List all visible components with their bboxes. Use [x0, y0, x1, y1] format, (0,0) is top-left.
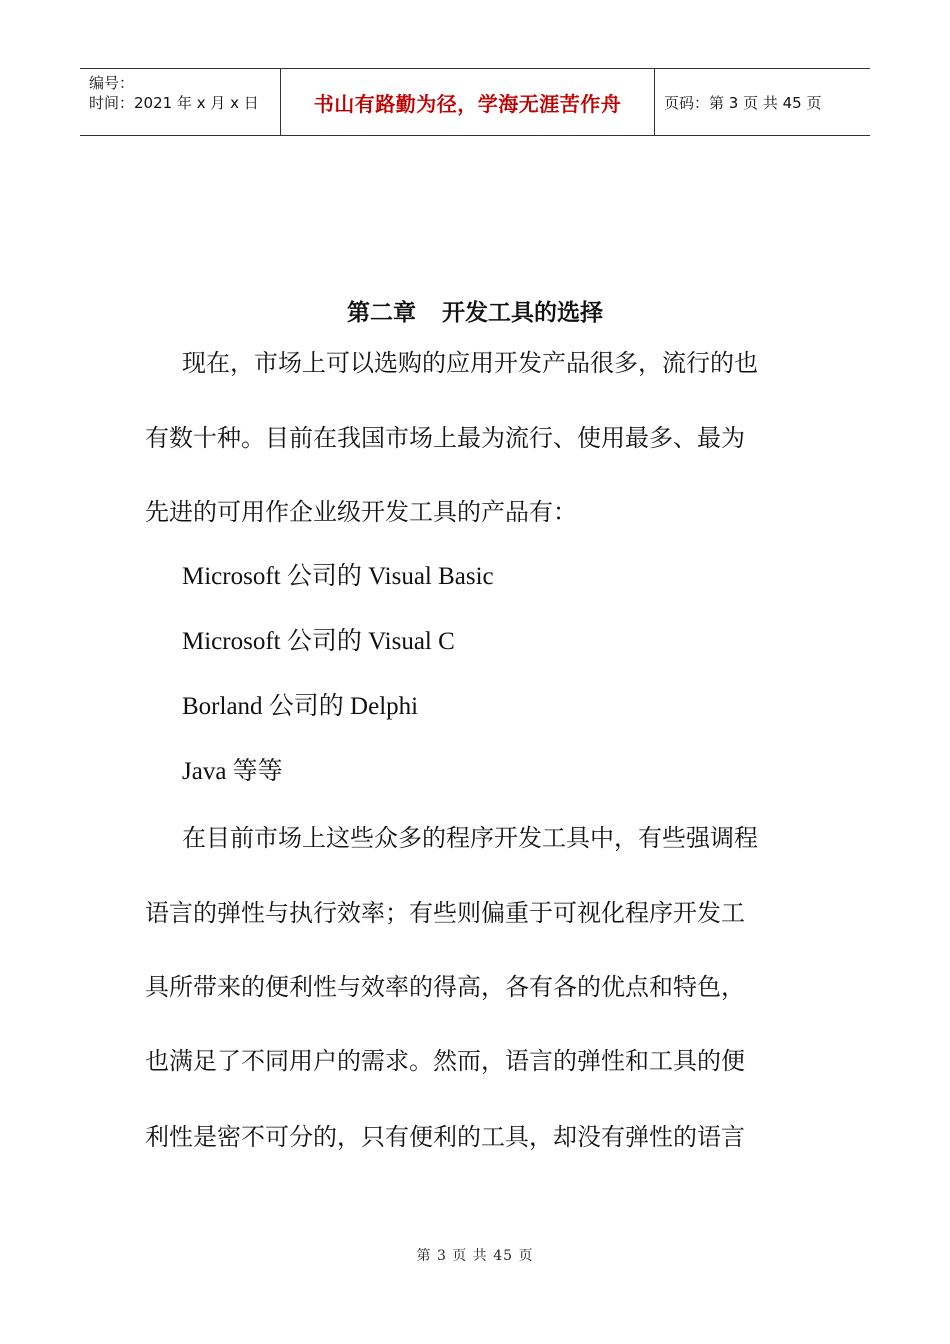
page-footer: 第 3 页 共 45 页: [416, 1248, 534, 1264]
tool-list-item: Java 等等: [182, 758, 283, 785]
tool-list-item: Borland 公司的 Delphi: [182, 693, 419, 720]
document-header: [80, 68, 870, 136]
serial-number-label: 编号：: [89, 74, 135, 92]
chapter-name: 开发工具的选择: [442, 300, 603, 326]
header-motto: 书山有路勤为径，学海无涯苦作舟: [281, 69, 655, 135]
chapter-number: 第二章: [347, 300, 416, 326]
body-line: 具所带来的便利性与效率的得高，各有各的优点和特色，: [145, 973, 745, 1001]
tool-list-item: Microsoft 公司的 Visual C: [182, 628, 455, 655]
body-line: 有数十种。目前在我国市场上最为流行、使用最多、最为: [145, 424, 745, 452]
body-line: 在目前市场上这些众多的程序开发工具中，有些强调程: [182, 824, 758, 852]
chapter-title: [0, 296, 950, 330]
date-label: 时间：2021 年 x 月 x 日: [89, 94, 259, 112]
body-line: 也满足了不同用户的需求。然而，语言的弹性和工具的便: [145, 1047, 745, 1075]
tool-list-item: Microsoft 公司的 Visual Basic: [182, 563, 494, 590]
body-line: 利性是密不可分的，只有便利的工具，却没有弹性的语言: [145, 1123, 745, 1151]
body-line: 语言的弹性与执行效率；有些则偏重于可视化程序开发工: [145, 899, 745, 927]
header-page-info: 页码：第 3 页 共 45 页: [664, 93, 822, 112]
body-line: 现在，市场上可以选购的应用开发产品很多，流行的也: [182, 349, 758, 377]
body-line: 先进的可用作企业级开发工具的产品有：: [145, 498, 577, 526]
header-meta-cell: [80, 69, 281, 135]
